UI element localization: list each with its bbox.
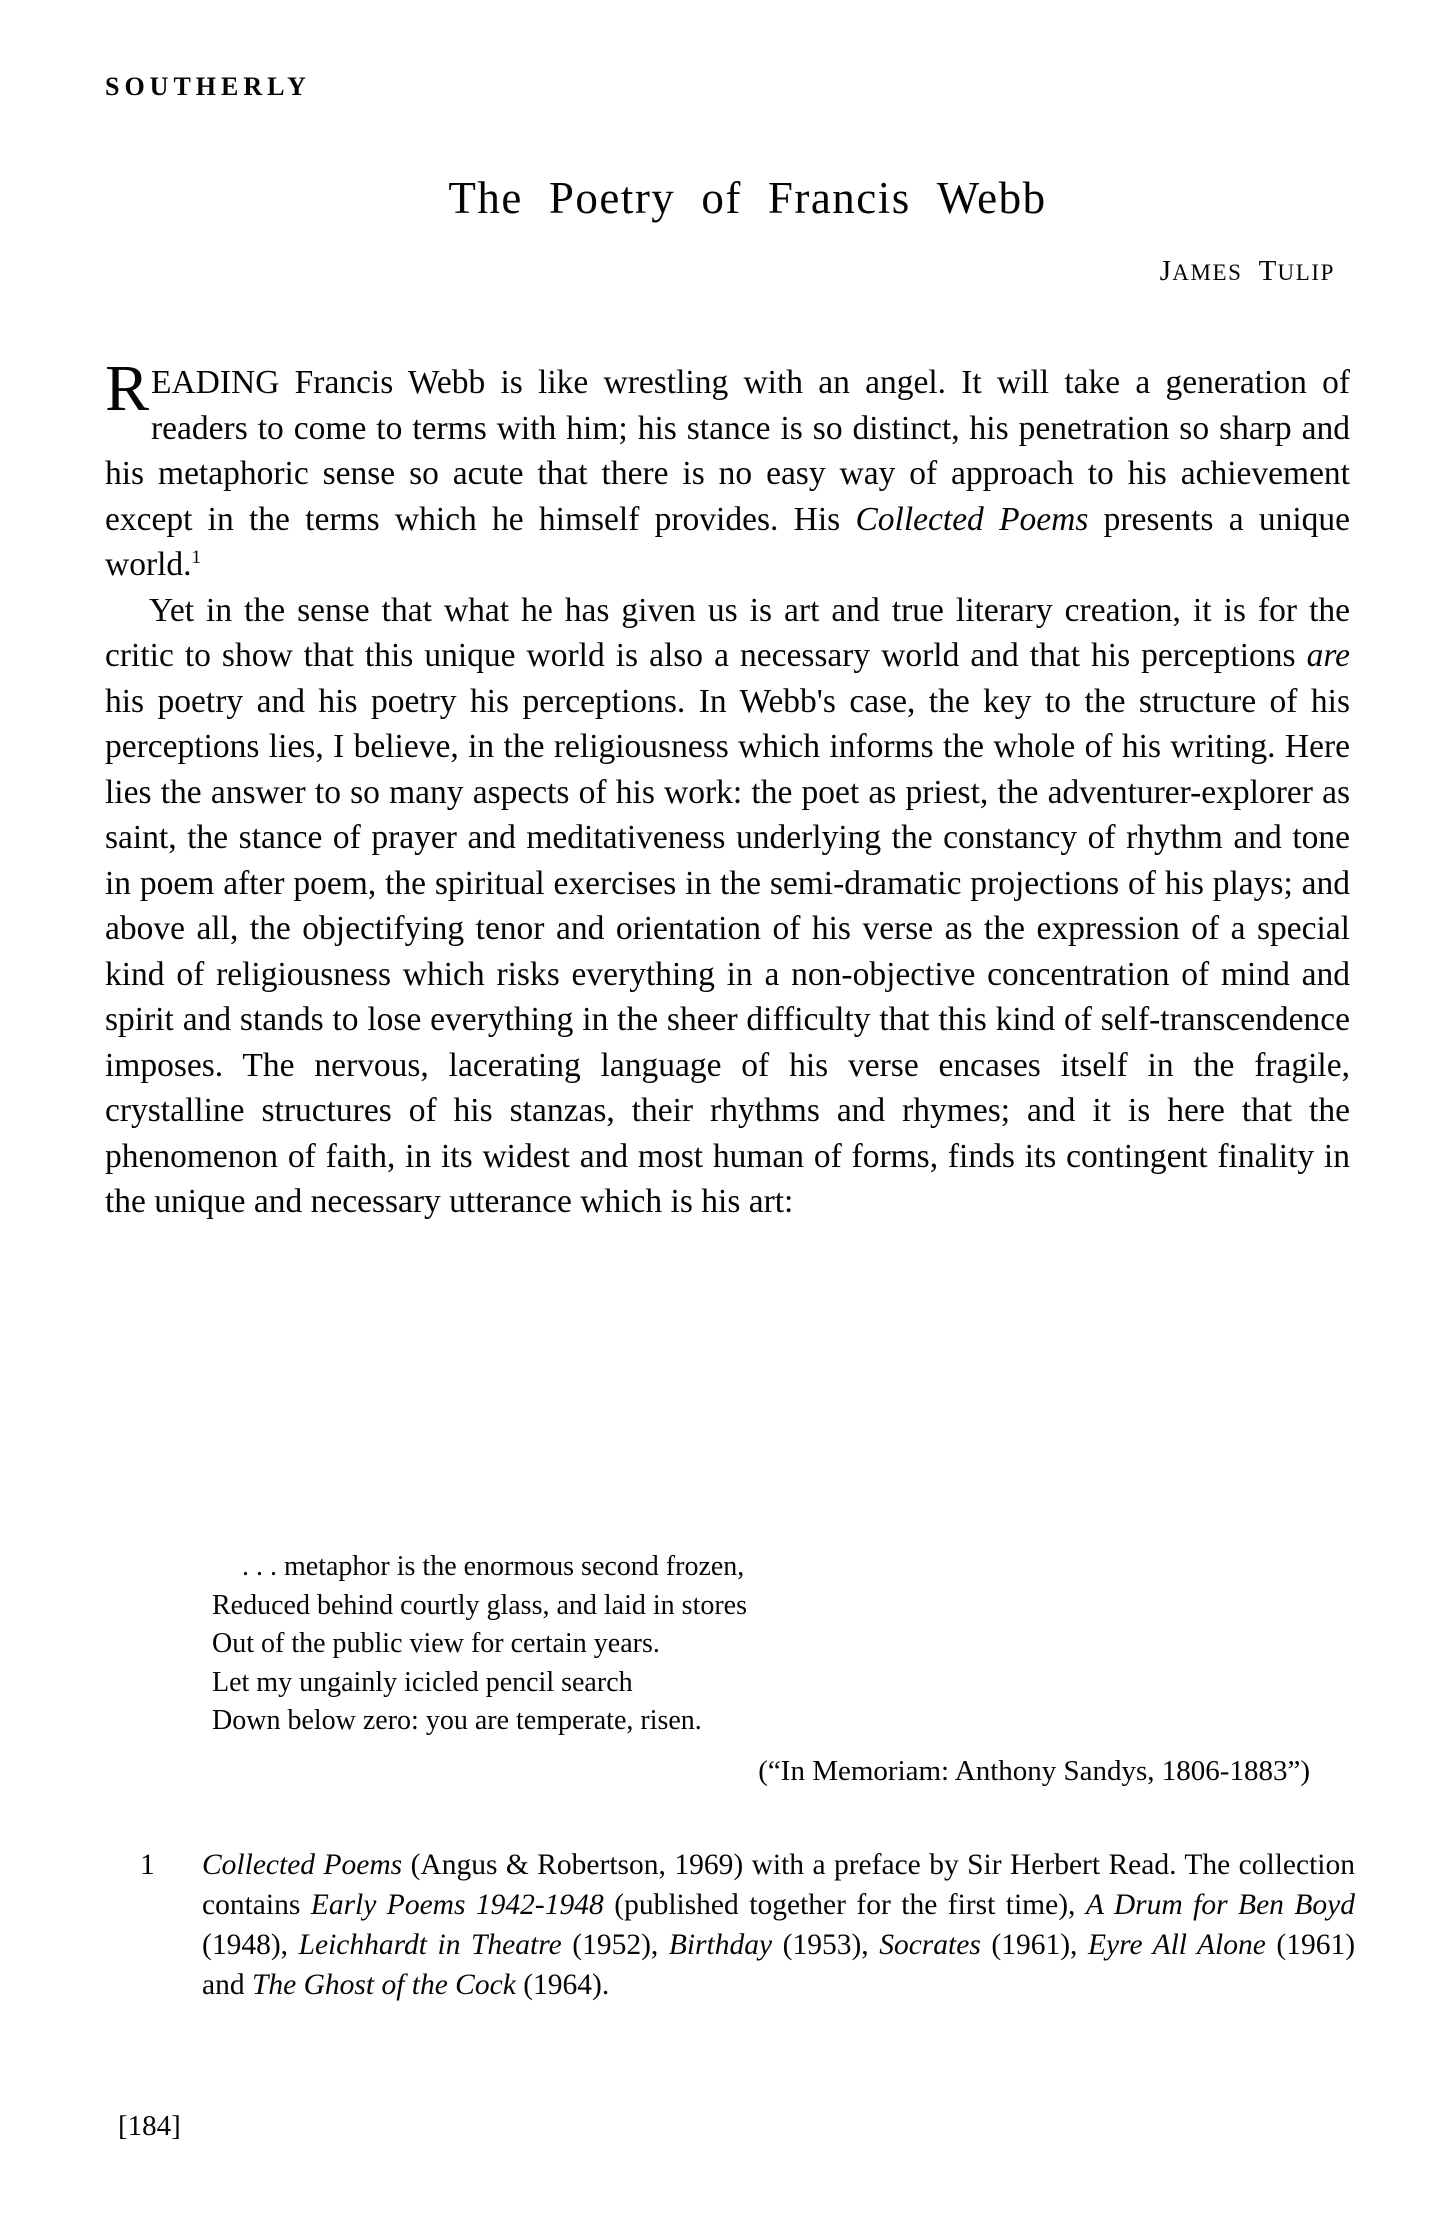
footnote-seg: (1961) and (202, 1929, 1356, 2001)
author-family-rest: ULIP (1277, 260, 1335, 285)
page-number: [184] (118, 2110, 181, 2142)
footnote-seg: (1953), (772, 1929, 880, 1961)
title-word: Francis (767, 173, 911, 224)
footnote-title-leichhardt-in-theatre: Leichhardt in Theatre (298, 1929, 562, 1961)
paragraph-1-text: EADING Francis Webb is like wrestling with an angel. It will take a generation of readers to come to terms with him; his stance is so distinct, his penetration so sharp and his metaphoric sense so acute that there is no easy way of approach to his achievement except in the terms which he himself provides. His (105, 364, 1350, 538)
author-given-initial: J (1159, 255, 1173, 287)
emphasis-are: are (1306, 637, 1350, 674)
footnote-seg: (Angus & Robertson, 1969) with a preface by Sir Herbert Read. The collection contains (202, 1849, 1355, 1921)
footnote-seg: (published together for the first time), (603, 1889, 1086, 1921)
page-title (0, 172, 1455, 224)
verse-line: Let my ungainly icicled pencil search (212, 1666, 633, 1698)
title-word: Webb (936, 173, 1047, 224)
footnote-title-early-poems: Early Poems 1942-1948 (310, 1889, 604, 1921)
verse-line: Down below zero: you are temperate, risen. (212, 1705, 702, 1736)
verse-line: Reduced behind courtly glass, and laid in stores (212, 1589, 747, 1621)
paragraph-1 (105, 352, 1350, 588)
cited-work-collected-poems: Collected Poems (855, 500, 1089, 538)
paragraph-2-text: Yet in the sense that what he has given us is art and true literary creation, it is for the critic to show that this unique world is also a necessary world and that his perceptions (105, 591, 1350, 674)
footnote-seg: (1961), (980, 1929, 1088, 1961)
verse-quotation (212, 1548, 1312, 1741)
quotation-attribution: (“In Memoriam: Anthony Sandys, 1806-1883”) (758, 1755, 1310, 1787)
paragraph-2-text-tail: his poetry and his poetry his perceptions. In Webb's case, the key to the structure of his perceptions lies, I believe, in the religiousness which informs the whole of his writing. Here lies the answer to so many aspects of his work: the poet as priest, the adventurer-explorer as saint, the stance of prayer and meditativeness underlying the constancy of rhythm and tone in poem after poem, the spiritual exercises in the semi-dramatic projections of his plays; and above all, the objectifying tenor and orientation of his verse as the expression of a special kind of religiousness which risks everything in a non-objective concentration of mind and spirit and stands to lose everything in the sheer difficulty that this kind of self-transcendence imposes. The nervous, lacerating language of his verse encases itself in the fragile, crystalline structures of his stanzas, their rhythms and rhymes; and it is here that the phenomenon of faith, in its widest and most human of forms, finds its contingent finality in the unique and necessary utterance which is his art: (105, 682, 1350, 1220)
footnote-title-the-ghost-of-the-cock: The Ghost of the Cock (251, 1969, 516, 2001)
footnote-title-a-drum-for-ben-boyd: A Drum for Ben Boyd (1085, 1889, 1356, 1921)
footnote-title-eyre-all-alone: Eyre All Alone (1087, 1929, 1266, 1961)
paragraph-2 (105, 588, 1350, 1225)
author-byline (1160, 255, 1335, 288)
article-body (105, 352, 1350, 1225)
running-head: SOUTHERLY (105, 72, 311, 101)
title-word: of (701, 173, 742, 224)
footnote-title-socrates: Socrates (879, 1929, 981, 1961)
title-word: The (448, 173, 523, 224)
drop-cap: R (105, 352, 150, 425)
author-given-rest: AMES (1172, 260, 1243, 285)
footnote-text (202, 1845, 1355, 2005)
verse-line: Out of the public view for certain years. (212, 1628, 660, 1659)
footnote-block (140, 1845, 1355, 2005)
footnote-seg: (1948), (202, 1929, 299, 1961)
footnote-number: 1 (140, 1849, 155, 1881)
author-family-initial: T (1258, 255, 1278, 287)
footnote-title-collected-poems: Collected Poems (202, 1849, 403, 1881)
footnote-seg: (1964). (515, 1969, 610, 2001)
title-word: Poetry (548, 173, 676, 224)
footnote-seg: (1952), (561, 1929, 669, 1961)
footnote-reference-1[interactable]: 1 (191, 546, 202, 568)
paragraph-1-text-tail: presents a unique world. (105, 500, 1350, 583)
footnote-title-birthday: Birthday (668, 1929, 773, 1961)
verse-line: . . . metaphor is the enormous second frozen, (242, 1551, 745, 1582)
